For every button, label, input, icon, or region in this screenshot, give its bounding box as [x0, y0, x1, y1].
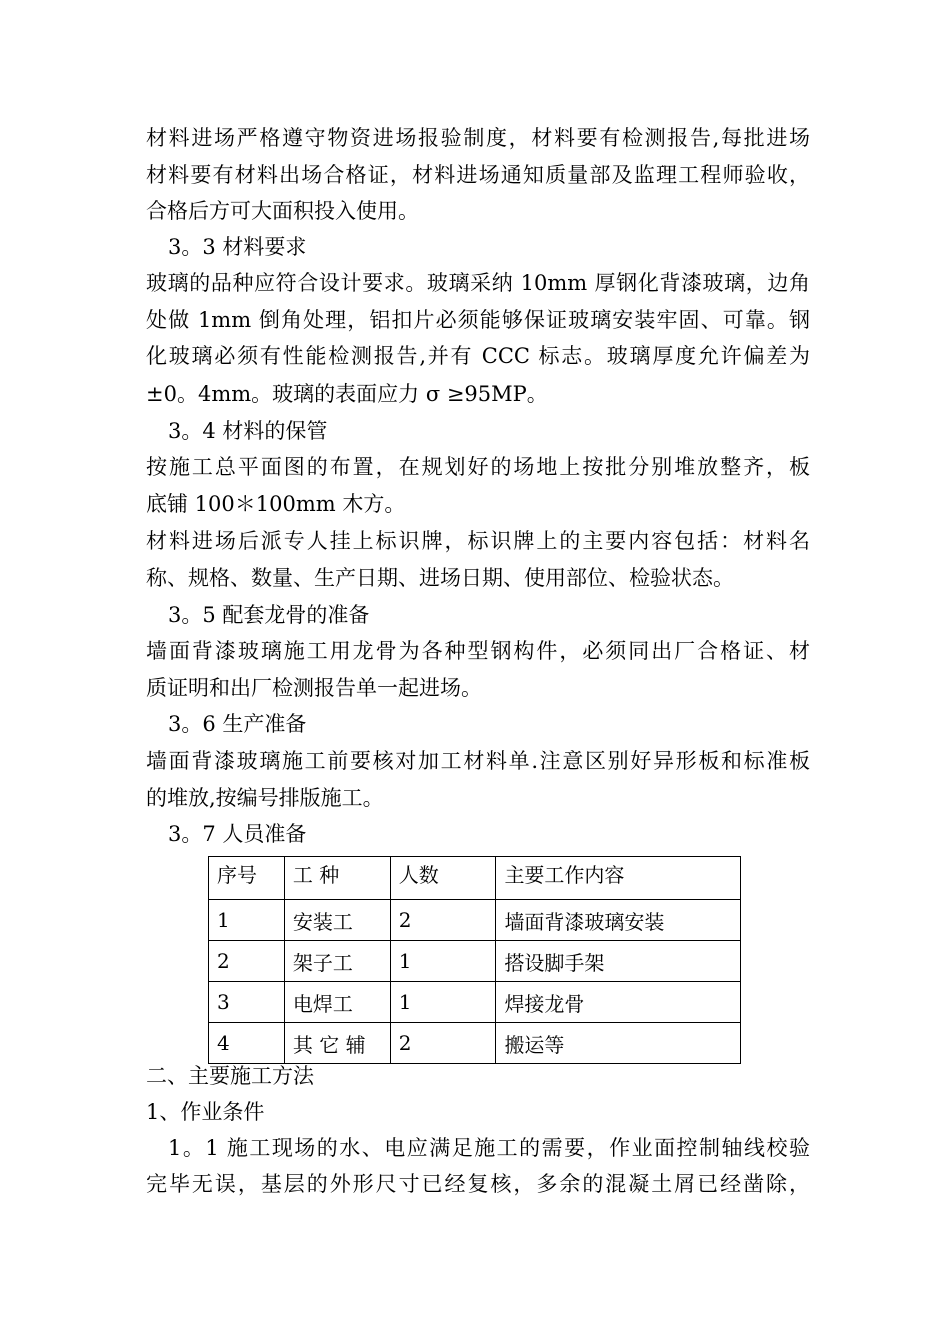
table-cell: 电焊工 — [284, 982, 390, 1023]
paragraph-line: 墙面背漆玻璃施工用龙骨为各种型钢构件，必须同出厂合格证、材 — [146, 639, 810, 663]
table-header-row — [209, 857, 741, 900]
paragraph-line: ±0。4mm。玻璃的表面应力 σ ≥95MP。 — [146, 382, 548, 406]
paragraph-line: 材料进场严格遵守物资进场报验制度，材料要有检测报告,每批进场 — [146, 126, 810, 150]
table-row — [209, 900, 741, 941]
table-cell: 2 — [390, 900, 496, 941]
table-cell: 搬运等 — [496, 1023, 741, 1064]
subsection-heading: 1、作业条件 — [146, 1100, 265, 1124]
paragraph-line: 质证明和出厂检测报告单一起进场。 — [146, 676, 482, 700]
paragraph-line: 称、规格、数量、生产日期、进场日期、使用部位、检验状态。 — [146, 566, 734, 590]
table-cell: 其 它 辅 — [284, 1023, 390, 1064]
chapter-heading: 二、主要施工方法 — [146, 1064, 314, 1088]
paragraph-line: 化玻璃必须有性能检测报告,并有 CCC 标志。玻璃厚度允许偏差为 — [146, 344, 810, 368]
section-heading: 3。3 材料要求 — [168, 235, 307, 259]
table-header-cell: 序号 — [209, 857, 285, 900]
table-cell: 架子工 — [284, 941, 390, 982]
table-header-cell: 工 种 — [284, 857, 390, 900]
section-heading: 3。7 人员准备 — [168, 822, 307, 846]
paragraph-line: 的堆放,按编号排版施工。 — [146, 786, 384, 810]
table-cell: 墙面背漆玻璃安装 — [496, 900, 741, 941]
table-cell: 焊接龙骨 — [496, 982, 741, 1023]
table-cell: 3 — [209, 982, 285, 1023]
table-row — [209, 982, 741, 1023]
table-cell: 安装工 — [284, 900, 390, 941]
table-cell: 2 — [390, 1023, 496, 1064]
staff-table — [208, 856, 741, 1064]
paragraph-line: 处做 1mm 倒角处理，铝扣片必须能够保证玻璃安装牢固、可靠。钢 — [146, 308, 810, 332]
paragraph-line: 材料要有材料出场合格证，材料进场通知质量部及监理工程师验收， — [146, 163, 810, 187]
paragraph-line: 底铺 100＊100mm 木方。 — [146, 492, 406, 516]
table-row — [209, 941, 741, 982]
table-cell: 1 — [209, 900, 285, 941]
table-cell: 1 — [390, 941, 496, 982]
table-header-cell: 人数 — [390, 857, 496, 900]
table-cell: 2 — [209, 941, 285, 982]
section-heading: 3。5 配套龙骨的准备 — [168, 603, 370, 627]
paragraph-line: 合格后方可大面积投入使用。 — [146, 199, 419, 223]
paragraph-line: 1。1 施工现场的水、电应满足施工的需要，作业面控制轴线校验 — [168, 1136, 810, 1160]
paragraph-line: 完毕无误，基层的外形尺寸已经复核，多余的混凝土屑已经凿除， — [146, 1172, 810, 1196]
table-cell: 4 — [209, 1023, 285, 1064]
section-heading: 3。6 生产准备 — [168, 712, 307, 736]
table-cell: 搭设脚手架 — [496, 941, 741, 982]
paragraph-line: 按施工总平面图的布置，在规划好的场地上按批分别堆放整齐，板 — [146, 455, 810, 479]
section-heading: 3。4 材料的保管 — [168, 419, 328, 443]
paragraph-line: 材料进场后派专人挂上标识牌，标识牌上的主要内容包括：材料名 — [146, 529, 810, 553]
table-cell: 1 — [390, 982, 496, 1023]
paragraph-line: 墙面背漆玻璃施工前要核对加工材料单.注意区别好异形板和标准板 — [146, 749, 810, 773]
paragraph-line: 玻璃的品种应符合设计要求。玻璃采纳 10mm 厚钢化背漆玻璃，边角 — [146, 271, 810, 295]
table-header-cell: 主要工作内容 — [496, 857, 741, 900]
